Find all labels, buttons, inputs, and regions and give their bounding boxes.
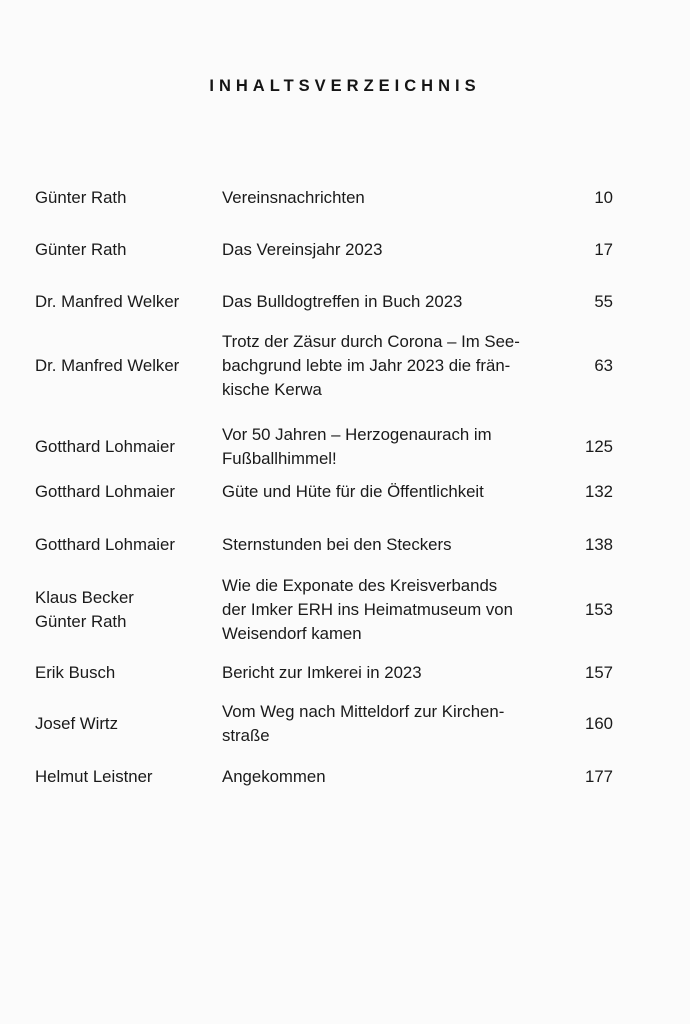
toc-page-number: 157	[585, 663, 613, 682]
toc-author-line: Gotthard Lohmaier	[35, 535, 175, 554]
toc-author-line: Josef Wirtz	[35, 714, 118, 733]
toc-row	[0, 765, 690, 789]
toc-page-number: 177	[585, 767, 613, 786]
toc-title-line: Vor 50 Jahren – Herzogenaurach im	[222, 425, 492, 444]
toc-row	[0, 238, 690, 262]
toc-author	[35, 661, 220, 685]
toc-author-line: Klaus Becker	[35, 588, 134, 607]
toc-author	[35, 533, 220, 557]
toc-author-line: Dr. Manfred Welker	[35, 356, 180, 375]
toc-author	[35, 480, 220, 504]
toc-page-number: 138	[585, 535, 613, 554]
toc-entry-title	[222, 533, 562, 557]
toc-author-line: Günter Rath	[35, 612, 127, 631]
toc-row	[0, 330, 690, 402]
toc-page-number: 125	[585, 437, 613, 456]
toc-entry-title	[222, 186, 562, 210]
toc-author-line: Erik Busch	[35, 663, 116, 682]
toc-row	[0, 186, 690, 210]
toc-author-line: Gotthard Lohmaier	[35, 437, 175, 456]
toc-author	[35, 712, 220, 736]
toc-row	[0, 533, 690, 557]
toc-entry-title	[222, 423, 562, 471]
toc-author-line: Helmut Leistner	[35, 767, 153, 786]
toc-author	[35, 290, 220, 314]
toc-author	[35, 186, 220, 210]
toc-author-line: Günter Rath	[35, 188, 127, 207]
toc-title-line: Bericht zur Imkerei in 2023	[222, 663, 422, 682]
toc-title-line: Angekommen	[222, 767, 326, 786]
toc-title-line: Das Bulldogtreffen in Buch 2023	[222, 292, 463, 311]
toc-author	[35, 435, 220, 459]
toc-row	[0, 700, 690, 748]
toc-entry-title	[222, 290, 562, 314]
toc-title-line: Sternstunden bei den Steckers	[222, 535, 452, 554]
toc-page-number: 10	[594, 188, 613, 207]
toc-page-number: 55	[594, 292, 613, 311]
toc-page-number: 160	[585, 714, 613, 733]
toc-page-number: 132	[585, 482, 613, 501]
toc-title-line: Trotz der Zäsur durch Corona – Im See-	[222, 332, 520, 351]
toc-author	[35, 765, 220, 789]
toc-entry-title	[222, 765, 562, 789]
toc-entry-title	[222, 480, 562, 504]
toc-title-line: straße	[222, 726, 270, 745]
toc-row	[0, 290, 690, 314]
toc-row	[0, 574, 690, 646]
toc-row	[0, 661, 690, 685]
toc-author	[35, 586, 220, 634]
toc-title-line: Wie die Exponate des Kreisverbands	[222, 576, 498, 595]
toc-title-line: Fußballhimmel!	[222, 449, 337, 468]
show-through-text	[22, 40, 26, 54]
toc-entry-title	[222, 330, 562, 402]
toc-author-line: Dr. Manfred Welker	[35, 292, 180, 311]
toc-title-line: Das Vereinsjahr 2023	[222, 240, 383, 259]
toc-page-number: 63	[594, 356, 613, 375]
toc-title-line: der Imker ERH ins Heimatmuseum von	[222, 600, 513, 619]
toc-row	[0, 423, 690, 471]
toc-title-line: Weisendorf kamen	[222, 624, 362, 643]
toc-entry-title	[222, 238, 562, 262]
toc-author	[35, 354, 220, 378]
toc-author-line: Günter Rath	[35, 240, 127, 259]
toc-entry-title	[222, 700, 562, 748]
toc-title-line: bachgrund lebte im Jahr 2023 die frän-	[222, 356, 511, 375]
toc-page-number: 17	[594, 240, 613, 259]
toc-entry-title	[222, 661, 562, 685]
toc-author	[35, 238, 220, 262]
toc-page-number: 153	[585, 600, 613, 619]
toc-author-line: Gotthard Lohmaier	[35, 482, 175, 501]
page-title: INHALTSVERZEICHNIS	[209, 77, 481, 95]
toc-title-line: Vom Weg nach Mitteldorf zur Kirchen-	[222, 702, 505, 721]
toc-title-line: kische Kerwa	[222, 380, 322, 399]
toc-entry-title	[222, 574, 562, 646]
toc-title-line: Güte und Hüte für die Öffentlichkeit	[222, 482, 484, 501]
toc-title-line: Vereinsnachrichten	[222, 188, 365, 207]
toc-row	[0, 480, 690, 504]
